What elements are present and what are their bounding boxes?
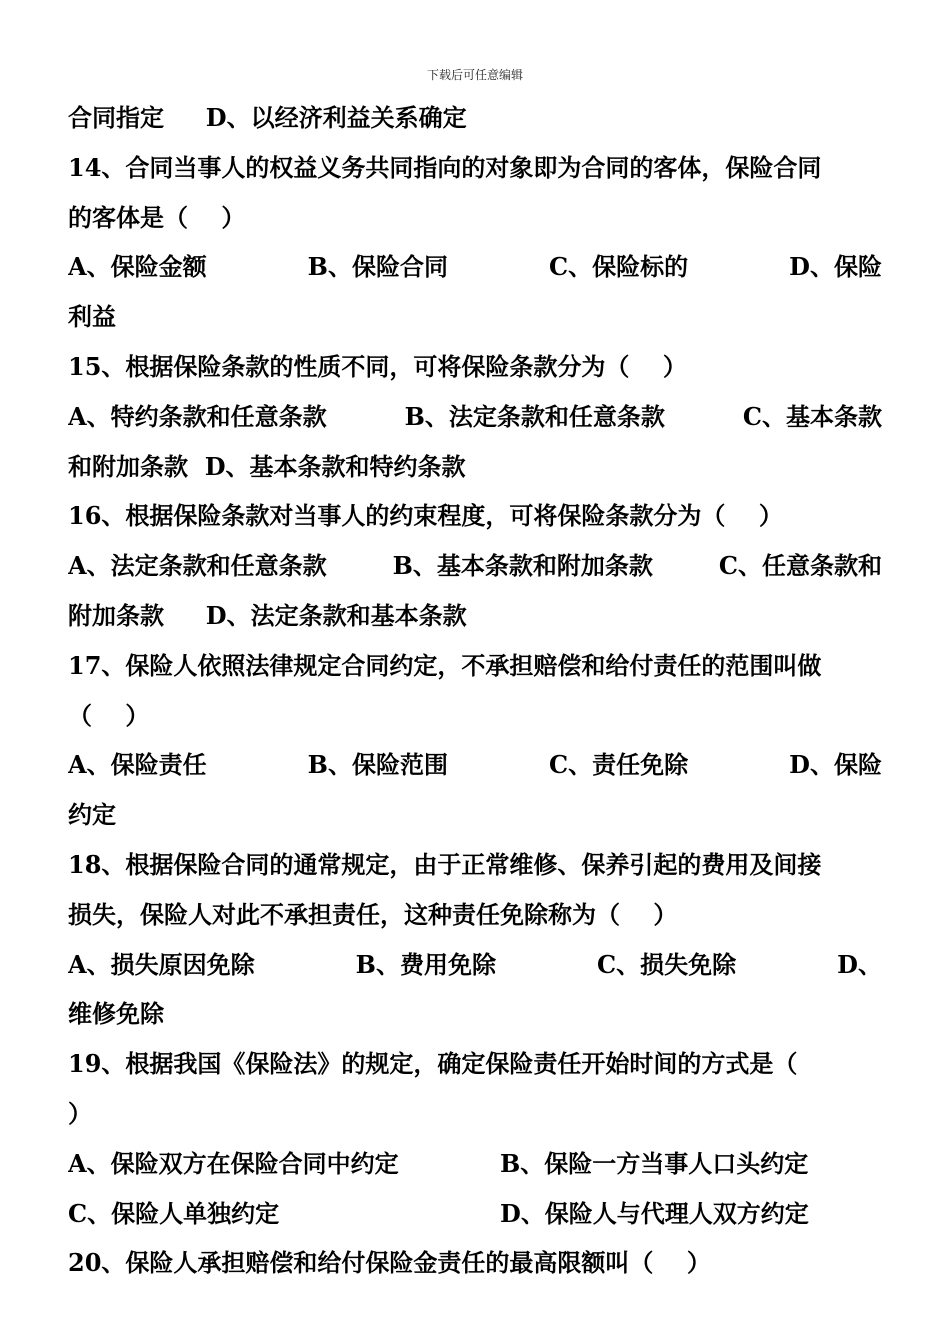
option-a: A、损失原因免除 — [68, 949, 255, 979]
option-b: B、法定条款和任意条款 — [404, 401, 665, 431]
q14-options — [68, 242, 882, 292]
q16-options — [68, 541, 882, 591]
question-14: 14、合同当事人的权益义务共同指向的对象即为合同的客体，保险合同 — [68, 152, 822, 182]
text-line: 约定 — [68, 800, 116, 830]
question-20: 20、保险人承担赔偿和给付保险金责任的最高限额叫（ ） — [68, 1248, 711, 1278]
question-19: 19、根据我国《保险法》的规定，确定保险责任开始时间的方式是（ — [68, 1049, 798, 1079]
q18-options — [68, 940, 882, 990]
option-d: D、保险 — [789, 252, 882, 282]
option-c: C、损失免除 — [597, 949, 737, 979]
text-line: 合同指定 D、以经济利益关系确定 — [68, 103, 467, 132]
option-c: C、责任免除 — [549, 750, 689, 780]
text-line: 维修免除 — [68, 999, 164, 1029]
text-line: 利益 — [68, 302, 116, 332]
option-b: B、保险一方当事人口头约定 — [500, 1148, 809, 1178]
option-a: A、保险金额 — [68, 252, 207, 282]
document-body — [68, 93, 882, 1288]
option-d: D、 — [837, 949, 882, 979]
q17-options — [68, 740, 882, 790]
option-c: C、保险标的 — [549, 252, 689, 282]
option-b: B、保险合同 — [307, 252, 448, 282]
q15-options — [68, 392, 882, 442]
option-d: D、保险人与代理人双方约定 — [500, 1198, 809, 1228]
question-17: 17、保险人依照法律规定合同约定，不承担赔偿和给付责任的范围叫做 — [68, 650, 822, 680]
option-d: D、保险 — [789, 750, 882, 780]
option-b: B、费用免除 — [355, 949, 496, 979]
text-line: 损失，保险人对此不承担责任，这种责任免除称为（ ） — [68, 899, 678, 929]
text-line: 附加条款 D、法定条款和基本条款 — [68, 600, 467, 630]
text-line: 的客体是（ ） — [68, 202, 246, 232]
question-18: 18、根据保险合同的通常规定，由于正常维修、保养引起的费用及间接 — [68, 849, 822, 879]
option-c: C、保险人单独约定 — [68, 1198, 280, 1228]
option-b: B、基本条款和附加条款 — [392, 551, 653, 581]
option-b: B、保险范围 — [307, 750, 448, 780]
text-line: 和附加条款 D、基本条款和特约条款 — [68, 451, 466, 481]
text-line: ） — [68, 1098, 92, 1128]
question-15: 15、根据保险条款的性质不同，可将保险条款分为（ ） — [68, 351, 687, 381]
option-c: C、基本条款 — [742, 401, 882, 431]
option-a: A、法定条款和任意条款 — [68, 551, 327, 581]
question-16: 16、根据保险条款对当事人的约束程度，可将保险条款分为（ ） — [68, 501, 783, 531]
page-header: 下载后可任意编辑 — [426, 68, 523, 82]
text-line: （ ） — [68, 700, 150, 730]
q19-options-cd — [68, 1189, 882, 1239]
option-a: A、保险责任 — [68, 750, 207, 780]
option-c: C、任意条款和 — [718, 551, 882, 581]
q19-options-ab — [68, 1139, 882, 1189]
option-a: A、保险双方在保险合同中约定 — [68, 1148, 399, 1178]
option-a: A、特约条款和任意条款 — [68, 401, 327, 431]
